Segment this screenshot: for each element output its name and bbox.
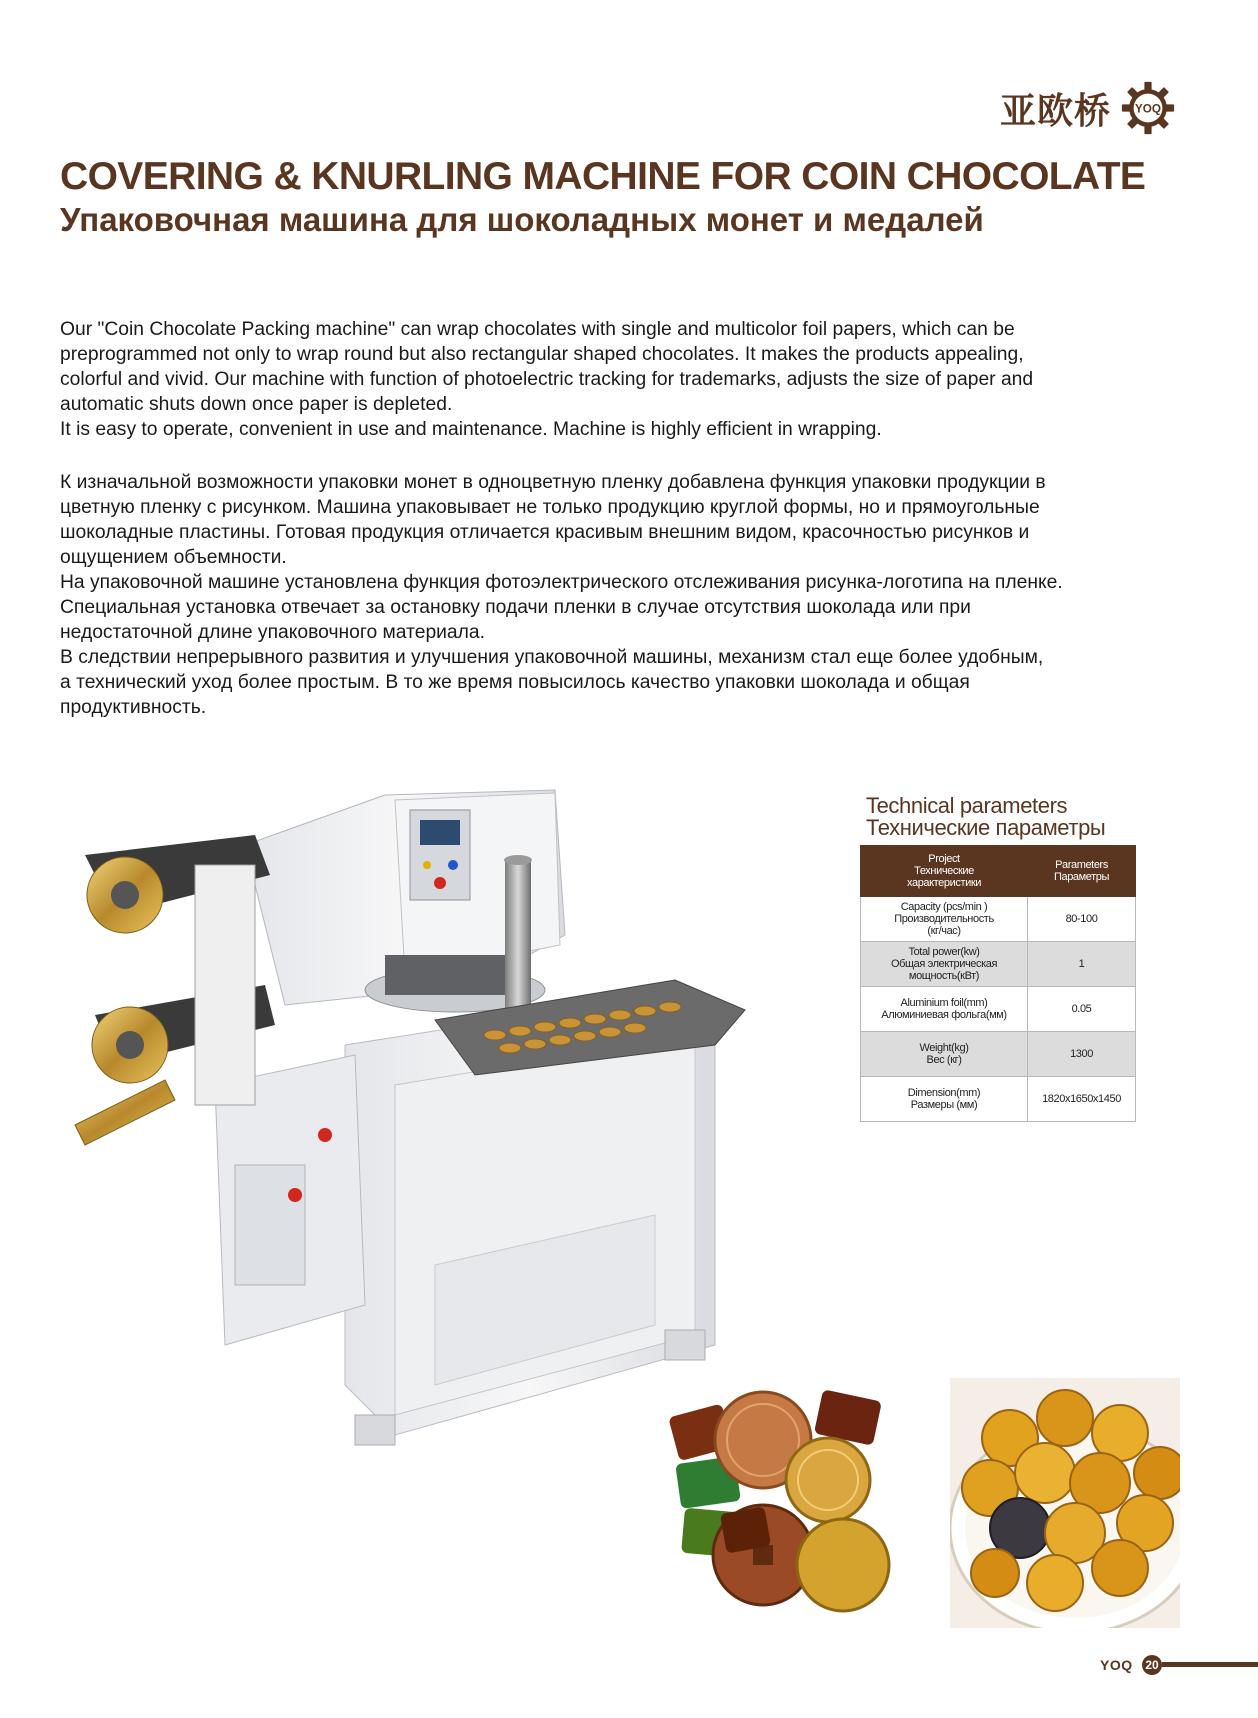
param-value: 1300 — [1028, 1032, 1136, 1077]
description-line: продуктивность. — [60, 697, 207, 718]
description-line: Our "Coin Chocolate Packing machine" can wrap chocolates with single and multicolor foil papers, which can be — [60, 319, 1015, 340]
table-row — [861, 1032, 1136, 1077]
table-row — [861, 1077, 1136, 1122]
gear-logo-icon — [1121, 81, 1175, 135]
description-line: цветную пленку с рисунком. Машина упаковывает не только продукцию круглой формы, но и прямоугольные — [60, 497, 1040, 518]
footer-brand: YOQ — [1100, 1657, 1133, 1673]
page-number: 20 — [1142, 1655, 1162, 1675]
table-header-row — [861, 846, 1136, 897]
machine-photo — [55, 785, 830, 1465]
coins-on-plate-photo — [950, 1378, 1180, 1628]
param-name: Aluminium foil(mm) Алюминиевая фольга(мм) — [861, 987, 1028, 1032]
description-line: а технический уход более простым. В то же время повысилось качество упаковки шоколада и общая — [60, 672, 970, 693]
page-subtitle: Упаковочная машина для шоколадных монет и медалей — [60, 201, 984, 238]
footer-bar — [1162, 1662, 1258, 1667]
page-footer — [1100, 1655, 1258, 1675]
param-name: Total power(kw) Общая электрическая мощность(кВт) — [861, 942, 1028, 987]
param-name: Capacity (pcs/min ) Производительность (кг/час) — [861, 897, 1028, 942]
header-parameters: Parameters Параметры — [1028, 846, 1136, 897]
tech-params-table — [860, 845, 1136, 1122]
param-value: 1 — [1028, 942, 1136, 987]
description-english — [60, 317, 1170, 442]
description-line: недостаточной длине упаковочного материала. — [60, 622, 485, 643]
header-project: Project Технические характеристики — [861, 846, 1028, 897]
param-value: 0.05 — [1028, 987, 1136, 1032]
table-row — [861, 987, 1136, 1032]
tech-params-heading-ru: Технические параметры — [866, 815, 1106, 840]
brand-name: 亚欧桥 — [1000, 90, 1112, 132]
tech-params-heading-en: Technical parameters — [866, 793, 1068, 818]
description-line: К изначальной возможности упаковки монет в одноцветную пленку добавлена функция упаковки продукции в — [60, 472, 1046, 493]
table-row — [861, 942, 1136, 987]
description-line: ощущением объемности. — [60, 547, 287, 568]
brand-logo — [1000, 80, 1190, 136]
description-line: automatic shuts down once paper is depleted. — [60, 394, 453, 415]
description-line: шоколадные пластины. Готовая продукция отличается красивым внешним видом, красочностью рисунков и — [60, 522, 1030, 543]
tech-params-heading — [866, 795, 1105, 839]
description-russian — [60, 470, 1170, 720]
description-line: В следствии непрерывного развития и улучшения упаковочной машины, механизм стал еще более удобным, — [60, 647, 1044, 668]
param-value: 80-100 — [1028, 897, 1136, 942]
param-value: 1820x1650x1450 — [1028, 1077, 1136, 1122]
coin-chocolate-photo — [668, 1380, 908, 1635]
description-line: colorful and vivid. Our machine with function of photoelectric tracking for trademarks, adjusts the size of paper and — [60, 369, 1034, 390]
description-line: It is easy to operate, convenient in use and maintenance. Machine is highly efficient in wrapping. — [60, 419, 882, 440]
description-line: На упаковочной машине установлена функция фотоэлектрического отслеживания рисунка-логотипа на пленке. — [60, 572, 1063, 593]
param-name: Weight(kg) Вес (кг) — [861, 1032, 1028, 1077]
param-name: Dimension(mm) Размеры (мм) — [861, 1077, 1028, 1122]
svg-text:YOQ: YOQ — [1135, 102, 1162, 116]
page-title: COVERING & KNURLING MACHINE FOR COIN CHOCOLATE — [60, 155, 1146, 198]
table-row — [861, 897, 1136, 942]
description-line: Специальная установка отвечает за остановку подачи пленки в случае отсутствия шоколада или при — [60, 597, 971, 618]
description-line: preprogrammed not only to wrap round but also rectangular shaped chocolates. It makes the products appealing, — [60, 344, 1024, 365]
